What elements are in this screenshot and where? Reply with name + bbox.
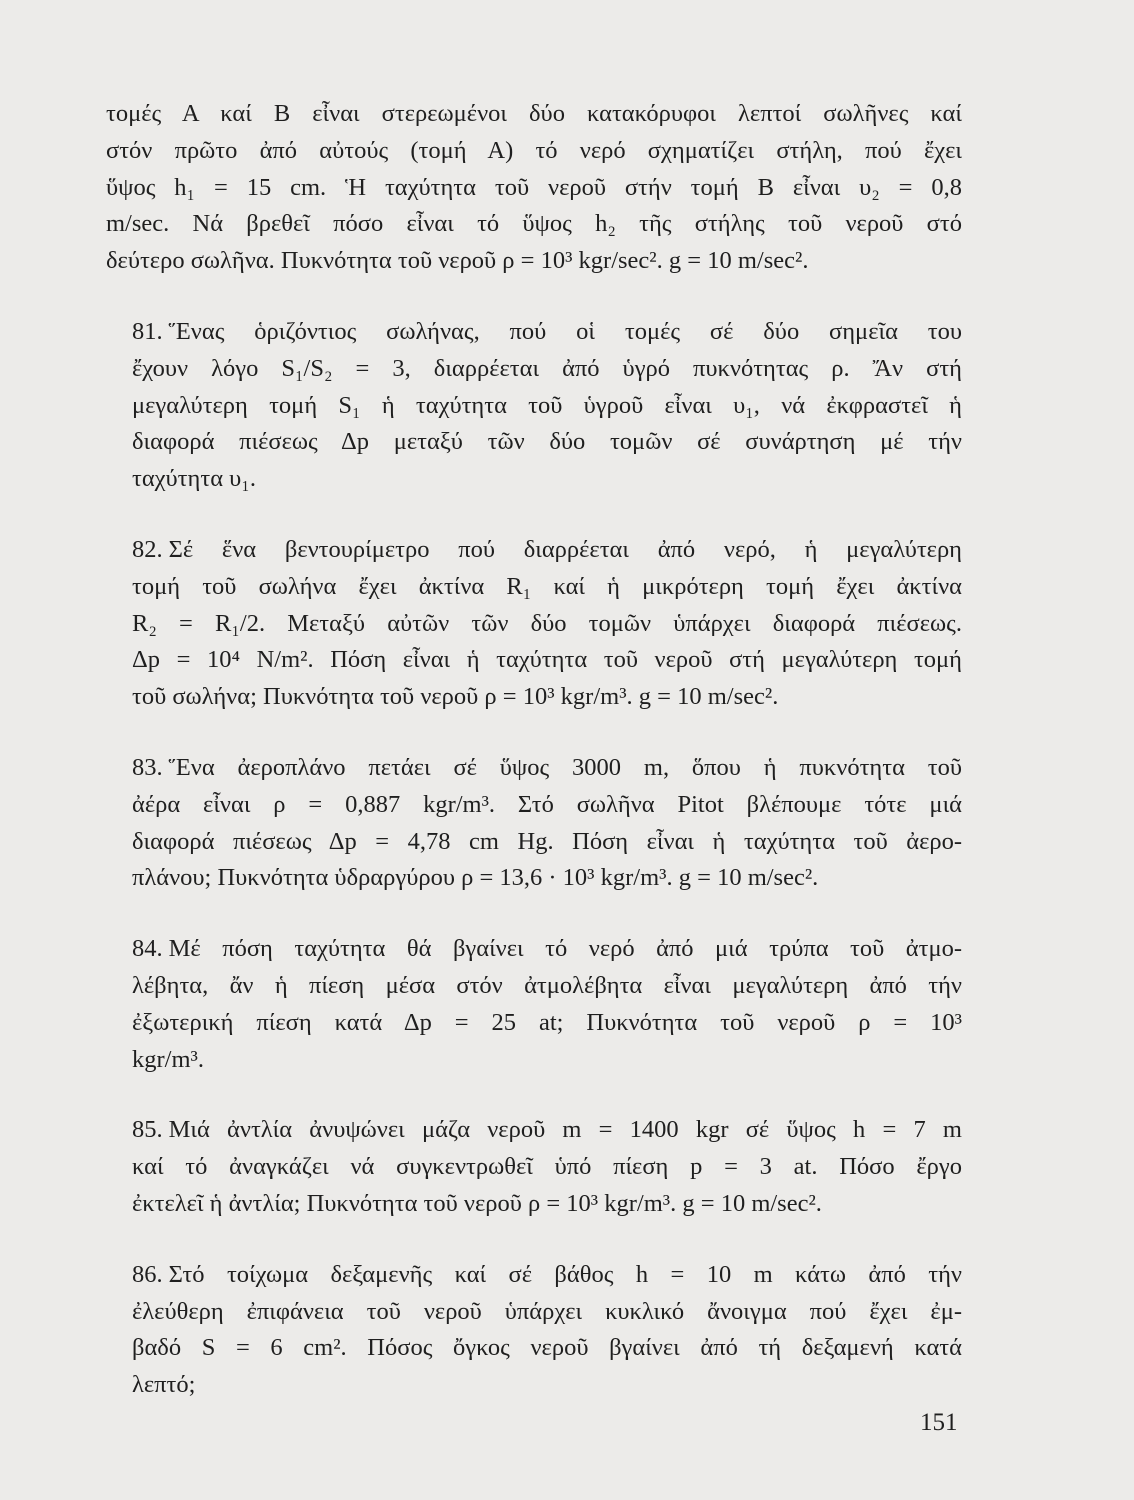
text-line: στόν πρῶτο ἀπό αὐτούς (τομή Α) τό νερό σχηματίζει στήλη, πού ἔχει [106, 136, 962, 164]
text-line: Ἕνα ἀεροπλάνο πετάει σέ ὕψος 3000 m, ὅπου ἡ πυκνότητα τοῦ [168, 753, 962, 781]
text-line: Ἕνας ὁριζόντιος σωλήνας, πού οἱ τομές σέ δύο σημεῖα του [168, 317, 962, 345]
text-line: m/sec. Νά βρεθεῖ πόσο εἶναι τό ὕψος h₂ τῆς στήλης τοῦ νεροῦ στό [106, 210, 962, 238]
text-line: Μέ πόση ταχύτητα θά βγαίνει τό νερό ἀπό μιά τρύπα τοῦ ἀτμο- [168, 935, 962, 963]
text-line: δεύτερο σωλῆνα. Πυκνότητα τοῦ νεροῦ ρ = 10³ kgr/sec². g = 10 m/sec². [106, 247, 809, 275]
problem-83 [106, 750, 962, 897]
text-line: λεπτό; [132, 1371, 196, 1399]
text-line: ἐξωτερική πίεση κατά Δp = 25 at; Πυκνότητα τοῦ νεροῦ ρ = 10³ [132, 1008, 962, 1036]
text-line: μεγαλύτερη τομή S₁ ἡ ταχύτητα τοῦ ὑγροῦ εἶναι υ₁, νά ἐκφραστεῖ ἡ [132, 391, 962, 419]
text-line: Σέ ἕνα βεντουρίμετρο πού διαρρέεται ἀπό νερό, ἡ μεγαλύτερη [168, 535, 962, 563]
continued-paragraph [106, 96, 962, 280]
text-line: Στό τοίχωμα δεξαμενῆς καί σέ βάθος h = 10 m κάτω ἀπό τήν [168, 1260, 962, 1288]
text-line: τομή τοῦ σωλήνα ἔχει ἀκτίνα R₁ καί ἡ μικρότερη τομή ἔχει ἀκτίνα [132, 572, 962, 600]
problem-81 [106, 314, 962, 498]
text-line: Δp = 10⁴ N/m². Πόση εἶναι ἡ ταχύτητα τοῦ νεροῦ στή μεγαλύτερη τομή [132, 646, 962, 674]
problem-number: 81. [132, 317, 163, 345]
text-line: ὕψος h₁ = 15 cm. Ἡ ταχύτητα τοῦ νεροῦ στήν τομή Β εἶναι υ₂ = 0,8 [106, 173, 962, 201]
text-line: λέβητα, ἄν ἡ πίεση μέσα στόν ἀτμολέβητα εἶναι μεγαλύτερη ἀπό τήν [132, 971, 962, 999]
page-number: 151 [920, 1409, 958, 1436]
text-line: καί τό ἀναγκάζει νά συγκεντρωθεῖ ὑπό πίεση p = 3 at. Πόσο ἔργο [132, 1153, 962, 1181]
text-line: τοῦ σωλήνα; Πυκνότητα τοῦ νεροῦ ρ = 10³ kgr/m³. g = 10 m/sec². [132, 683, 779, 711]
problem-number: 86. [132, 1260, 163, 1288]
text-line: τομές Α καί Β εἶναι στερεωμένοι δύο κατακόρυφοι λεπτοί σωλῆνες καί [106, 100, 962, 127]
problem-85 [106, 1112, 962, 1222]
text-line: Μιά ἀντλία ἀνυψώνει μάζα νεροῦ m = 1400 kgr σέ ὕψος h = 7 m [168, 1116, 962, 1144]
text-line: ἐλεύθερη ἐπιφάνεια τοῦ νεροῦ ὑπάρχει κυκλικό ἄνοιγμα πού ἔχει ἐμ- [132, 1297, 962, 1325]
text-line: kgr/m³. [132, 1045, 204, 1073]
problem-number: 84. [132, 935, 163, 963]
problem-82 [106, 532, 962, 716]
problem-number: 82. [132, 535, 163, 563]
text-line: ταχύτητα υ₁. [132, 465, 256, 493]
text-line: διαφορά πιέσεως Δp = 4,78 cm Hg. Πόση εἶναι ἡ ταχύτητα τοῦ ἀερο- [132, 827, 962, 855]
page-body [106, 96, 962, 1438]
text-line: R₂ = R₁/2. Μεταξύ αὐτῶν τῶν δύο τομῶν ὑπάρχει διαφορά πιέσεως. [132, 609, 962, 637]
problem-number: 83. [132, 753, 163, 781]
text-line: βαδό S = 6 cm². Πόσος ὄγκος νεροῦ βγαίνει ἀπό τή δεξαμενή κατά [132, 1334, 962, 1362]
text-line: ἔχουν λόγο S₁/S₂ = 3, διαρρέεται ἀπό ὑγρό πυκνότητας ρ. Ἄν στή [132, 354, 962, 382]
problem-84 [106, 931, 962, 1078]
problem-number: 85. [132, 1116, 163, 1144]
text-line: πλάνου; Πυκνότητα ὑδραργύρου ρ = 13,6 · 10³ kgr/m³. g = 10 m/sec². [132, 864, 819, 892]
problem-86 [106, 1257, 962, 1404]
text-line: ἐκτελεῖ ἡ ἀντλία; Πυκνότητα τοῦ νεροῦ ρ = 10³ kgr/m³. g = 10 m/sec². [132, 1189, 822, 1217]
text-line: διαφορά πιέσεως Δp μεταξύ τῶν δύο τομῶν σέ συνάρτηση μέ τήν [132, 428, 962, 456]
text-line: ἀέρα εἶναι ρ = 0,887 kgr/m³. Στό σωλῆνα Pitot βλέπουμε τότε μιά [132, 790, 962, 818]
